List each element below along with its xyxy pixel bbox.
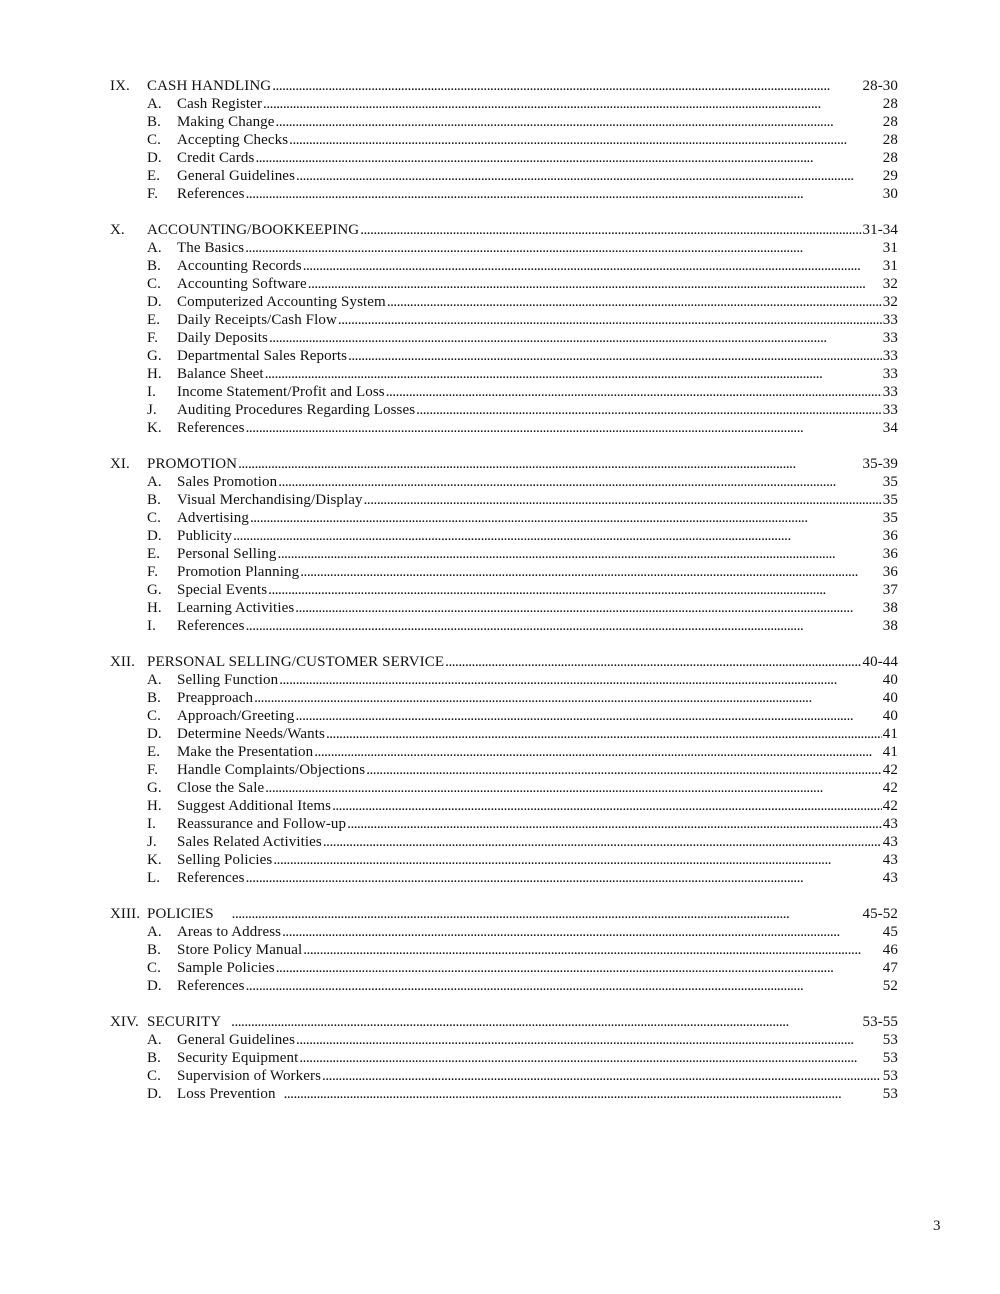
item-page: 53: [882, 1068, 898, 1084]
dot-leader: [296, 167, 882, 185]
dot-leader: [303, 941, 882, 959]
item-letter: B.: [147, 114, 161, 130]
item-title: Suggest Additional Items: [177, 798, 332, 814]
toc-item: [110, 689, 898, 707]
section-title: PROMOTION: [147, 456, 238, 472]
item-page: 33: [882, 348, 898, 364]
item-letter: B.: [147, 1050, 161, 1066]
toc-item: [110, 185, 898, 203]
item-letter: D.: [147, 528, 162, 544]
item-page: 33: [882, 366, 898, 382]
item-title: Preapproach: [177, 690, 254, 706]
toc-item: [110, 941, 898, 959]
toc-section-heading: [110, 1013, 898, 1031]
item-letter: K.: [147, 420, 162, 436]
toc-item: [110, 563, 898, 581]
item-title: The Basics: [177, 240, 245, 256]
item-letter: I.: [147, 384, 156, 400]
dot-leader: [338, 311, 882, 329]
item-page: 40: [882, 708, 898, 724]
toc-item: [110, 113, 898, 131]
item-page: 29: [882, 168, 898, 184]
item-title: References: [177, 420, 245, 436]
dot-leader: [332, 797, 882, 815]
item-page: 37: [882, 582, 898, 598]
section-title: CASH HANDLING: [147, 78, 272, 94]
toc-item: [110, 959, 898, 977]
toc-item: [110, 833, 898, 851]
dot-leader: [246, 617, 882, 635]
section-pages: 28-30: [862, 78, 898, 94]
item-page: 43: [882, 834, 898, 850]
item-page: 43: [882, 870, 898, 886]
item-page: 42: [882, 780, 898, 796]
item-title: Make the Presentation: [177, 744, 314, 760]
item-title: Accounting Records: [177, 258, 302, 274]
dot-leader: [238, 455, 861, 473]
item-page: 36: [882, 546, 898, 562]
section-number: XI.: [110, 456, 130, 472]
item-page: 43: [882, 816, 898, 832]
item-page: 36: [882, 564, 898, 580]
item-page: 35: [882, 474, 898, 490]
dot-leader: [273, 851, 881, 869]
dot-leader: [231, 1013, 861, 1031]
item-letter: E.: [147, 168, 161, 184]
item-page: 33: [882, 402, 898, 418]
item-title: Supervision of Workers: [177, 1068, 322, 1084]
dot-leader: [303, 257, 882, 275]
item-title: Accepting Checks: [177, 132, 289, 148]
section-number: X.: [110, 222, 125, 238]
toc-item: [110, 311, 898, 329]
section-number: IX.: [110, 78, 130, 94]
toc-item: [110, 329, 898, 347]
item-title: Accounting Software: [177, 276, 307, 292]
item-letter: J.: [147, 834, 157, 850]
item-page: 32: [882, 276, 898, 292]
dot-leader: [308, 275, 882, 293]
dot-leader: [360, 221, 861, 239]
item-letter: G.: [147, 780, 162, 796]
item-title: Advertising: [177, 510, 249, 526]
item-letter: C.: [147, 960, 161, 976]
item-letter: L.: [147, 870, 161, 886]
toc-section-cash-handling: [110, 77, 898, 203]
item-page: 46: [882, 942, 898, 958]
item-title: Close the Sale: [177, 780, 265, 796]
item-title: Sales Promotion: [177, 474, 278, 490]
toc-item: [110, 743, 898, 761]
dot-leader: [296, 1031, 882, 1049]
toc-item: [110, 977, 898, 995]
item-letter: C.: [147, 510, 161, 526]
toc-item: [110, 527, 898, 545]
table-of-contents: [110, 77, 898, 1121]
toc-item: [110, 167, 898, 185]
dot-leader: [255, 149, 881, 167]
item-title: Auditing Procedures Regarding Losses: [177, 402, 416, 418]
item-letter: E.: [147, 546, 161, 562]
item-letter: K.: [147, 852, 162, 868]
item-letter: A.: [147, 672, 162, 688]
item-letter: E.: [147, 744, 161, 760]
dot-leader: [246, 869, 882, 887]
item-page: 33: [882, 312, 898, 328]
dot-leader: [276, 959, 882, 977]
dot-leader: [276, 113, 882, 131]
dot-leader: [246, 977, 882, 995]
dot-leader: [246, 419, 882, 437]
toc-item: [110, 95, 898, 113]
item-title: Learning Activities: [177, 600, 295, 616]
toc-section-policies: [110, 905, 898, 995]
item-title: Selling Function: [177, 672, 279, 688]
dot-leader: [263, 95, 882, 113]
item-page: 33: [882, 384, 898, 400]
toc-item: [110, 239, 898, 257]
item-title: Sales Related Activities: [177, 834, 322, 850]
item-title: Balance Sheet: [177, 366, 264, 382]
dot-leader: [366, 761, 882, 779]
toc-item: [110, 257, 898, 275]
toc-item: [110, 149, 898, 167]
dot-leader: [265, 365, 882, 383]
section-number: XII.: [110, 654, 135, 670]
item-title: Areas to Address: [177, 924, 282, 940]
item-letter: G.: [147, 348, 162, 364]
item-title: Reassurance and Follow-up: [177, 816, 347, 832]
toc-item: [110, 761, 898, 779]
toc-section-heading: [110, 455, 898, 473]
toc-section-heading: [110, 221, 898, 239]
section-number: XIII.: [110, 906, 141, 922]
section-title: PERSONAL SELLING/CUSTOMER SERVICE: [147, 654, 445, 670]
item-page: 34: [882, 420, 898, 436]
dot-leader: [300, 563, 882, 581]
dot-leader: [254, 689, 882, 707]
item-letter: D.: [147, 1086, 162, 1102]
item-letter: D.: [147, 294, 162, 310]
item-letter: A.: [147, 240, 162, 256]
dot-leader: [282, 923, 882, 941]
dot-leader: [387, 293, 882, 311]
item-title: Promotion Planning: [177, 564, 300, 580]
item-page: 53: [882, 1050, 898, 1066]
item-title: Personal Selling: [177, 546, 277, 562]
dot-leader: [299, 1049, 881, 1067]
toc-section-promotion: [110, 455, 898, 635]
toc-item: [110, 491, 898, 509]
item-letter: D.: [147, 978, 162, 994]
dot-leader: [278, 473, 882, 491]
item-letter: G.: [147, 582, 162, 598]
item-title: Daily Receipts/Cash Flow: [177, 312, 337, 328]
item-title: Making Change: [177, 114, 275, 130]
section-title: POLICIES: [147, 906, 214, 922]
item-page: 35: [882, 510, 898, 526]
item-page: 42: [882, 762, 898, 778]
toc-item: [110, 779, 898, 797]
section-pages: 53-55: [862, 1014, 898, 1030]
item-title: Handle Complaints/Objections: [177, 762, 366, 778]
section-number: XIV.: [110, 1014, 139, 1030]
toc-item: [110, 923, 898, 941]
item-page: 28: [882, 132, 898, 148]
toc-item: [110, 401, 898, 419]
toc-item: [110, 293, 898, 311]
dot-leader: [323, 833, 882, 851]
item-title: Loss Prevention: [177, 1086, 276, 1102]
dot-leader: [232, 905, 862, 923]
item-page: 33: [882, 330, 898, 346]
toc-item: [110, 131, 898, 149]
item-page: 32: [882, 294, 898, 310]
toc-item: [110, 419, 898, 437]
item-page: 38: [882, 600, 898, 616]
toc-item: [110, 1031, 898, 1049]
item-title: Computerized Accounting System: [177, 294, 386, 310]
toc-item: [110, 1067, 898, 1085]
item-letter: H.: [147, 798, 162, 814]
item-letter: F.: [147, 186, 159, 202]
toc-item: [110, 275, 898, 293]
item-letter: F.: [147, 762, 159, 778]
item-letter: C.: [147, 1068, 161, 1084]
item-letter: A.: [147, 96, 162, 112]
dot-leader: [268, 581, 882, 599]
item-page: 52: [882, 978, 898, 994]
toc-item: [110, 581, 898, 599]
toc-section-heading: [110, 77, 898, 95]
item-letter: H.: [147, 600, 162, 616]
dot-leader: [296, 707, 882, 725]
item-page: 40: [882, 672, 898, 688]
toc-item: [110, 365, 898, 383]
dot-leader: [278, 545, 882, 563]
item-title: Sample Policies: [177, 960, 275, 976]
item-letter: C.: [147, 708, 161, 724]
toc-item: [110, 347, 898, 365]
item-page: 41: [882, 726, 898, 742]
dot-leader: [269, 329, 882, 347]
dot-leader: [347, 815, 882, 833]
toc-item: [110, 1049, 898, 1067]
item-letter: C.: [147, 132, 161, 148]
item-page: 28: [882, 150, 898, 166]
item-title: Visual Merchandising/Display: [177, 492, 363, 508]
toc-section-heading: [110, 653, 898, 671]
item-letter: A.: [147, 924, 162, 940]
dot-leader: [326, 725, 882, 743]
toc-item: [110, 1085, 898, 1103]
item-letter: E.: [147, 312, 161, 328]
item-letter: D.: [147, 726, 162, 742]
toc-item: [110, 383, 898, 401]
dot-leader: [250, 509, 882, 527]
item-page: 45: [882, 924, 898, 940]
item-letter: B.: [147, 690, 161, 706]
item-page: 43: [882, 852, 898, 868]
item-letter: C.: [147, 276, 161, 292]
item-page: 41: [882, 744, 898, 760]
item-page: 36: [882, 528, 898, 544]
toc-item: [110, 473, 898, 491]
dot-leader: [386, 383, 882, 401]
item-letter: A.: [147, 474, 162, 490]
item-letter: D.: [147, 150, 162, 166]
item-title: Publicity: [177, 528, 233, 544]
dot-leader: [416, 401, 882, 419]
item-title: General Guidelines: [177, 168, 296, 184]
dot-leader: [348, 347, 882, 365]
toc-section-accounting: [110, 221, 898, 437]
item-letter: I.: [147, 618, 156, 634]
item-title: References: [177, 186, 245, 202]
section-pages: 40-44: [862, 654, 898, 670]
toc-section-security: [110, 1013, 898, 1103]
dot-leader: [445, 653, 861, 671]
item-letter: I.: [147, 816, 156, 832]
toc-item: [110, 869, 898, 887]
dot-leader: [284, 1085, 882, 1103]
item-page: 42: [882, 798, 898, 814]
item-letter: H.: [147, 366, 162, 382]
item-title: References: [177, 618, 245, 634]
item-title: Approach/Greeting: [177, 708, 295, 724]
item-title: References: [177, 978, 245, 994]
dot-leader: [364, 491, 882, 509]
toc-item: [110, 725, 898, 743]
item-page: 38: [882, 618, 898, 634]
item-letter: B.: [147, 258, 161, 274]
dot-leader: [265, 779, 882, 797]
toc-item: [110, 545, 898, 563]
dot-leader: [246, 185, 882, 203]
item-page: 53: [882, 1086, 898, 1102]
item-title: General Guidelines: [177, 1032, 296, 1048]
item-title: Determine Needs/Wants: [177, 726, 325, 742]
toc-item: [110, 815, 898, 833]
toc-item: [110, 599, 898, 617]
item-title: Credit Cards: [177, 150, 255, 166]
item-letter: F.: [147, 330, 159, 346]
dot-leader: [322, 1067, 882, 1085]
toc-item: [110, 851, 898, 869]
toc-item: [110, 509, 898, 527]
dot-leader: [289, 131, 882, 149]
dot-leader: [314, 743, 882, 761]
item-page: 40: [882, 690, 898, 706]
item-letter: B.: [147, 492, 161, 508]
item-letter: B.: [147, 942, 161, 958]
item-title: Selling Policies: [177, 852, 273, 868]
toc-item: [110, 797, 898, 815]
section-pages: 35-39: [862, 456, 898, 472]
item-page: 28: [882, 114, 898, 130]
dot-leader: [245, 239, 882, 257]
toc-item: [110, 671, 898, 689]
item-page: 28: [882, 96, 898, 112]
section-title: SECURITY: [147, 1014, 222, 1030]
item-title: Cash Register: [177, 96, 263, 112]
item-title: Daily Deposits: [177, 330, 268, 346]
item-title: Income Statement/Profit and Loss: [177, 384, 385, 400]
item-title: References: [177, 870, 245, 886]
toc-item: [110, 707, 898, 725]
item-page: 35: [882, 492, 898, 508]
item-page: 31: [882, 258, 898, 274]
item-page: 30: [882, 186, 898, 202]
item-title: Special Events: [177, 582, 268, 598]
section-pages: 45-52: [862, 906, 898, 922]
dot-leader: [233, 527, 882, 545]
section-pages: 31-34: [862, 222, 898, 238]
item-title: Security Equipment: [177, 1050, 299, 1066]
section-title: ACCOUNTING/BOOKKEEPING: [147, 222, 360, 238]
page-number: 3: [933, 1218, 941, 1234]
toc-item: [110, 617, 898, 635]
item-page: 47: [882, 960, 898, 976]
dot-leader: [279, 671, 882, 689]
dot-leader: [272, 77, 861, 95]
dot-leader: [295, 599, 882, 617]
item-letter: A.: [147, 1032, 162, 1048]
item-title: Store Policy Manual: [177, 942, 303, 958]
toc-section-personal-selling: [110, 653, 898, 887]
item-title: Departmental Sales Reports: [177, 348, 348, 364]
item-letter: J.: [147, 402, 157, 418]
item-page: 31: [882, 240, 898, 256]
item-letter: F.: [147, 564, 159, 580]
toc-section-heading: [110, 905, 898, 923]
item-page: 53: [882, 1032, 898, 1048]
